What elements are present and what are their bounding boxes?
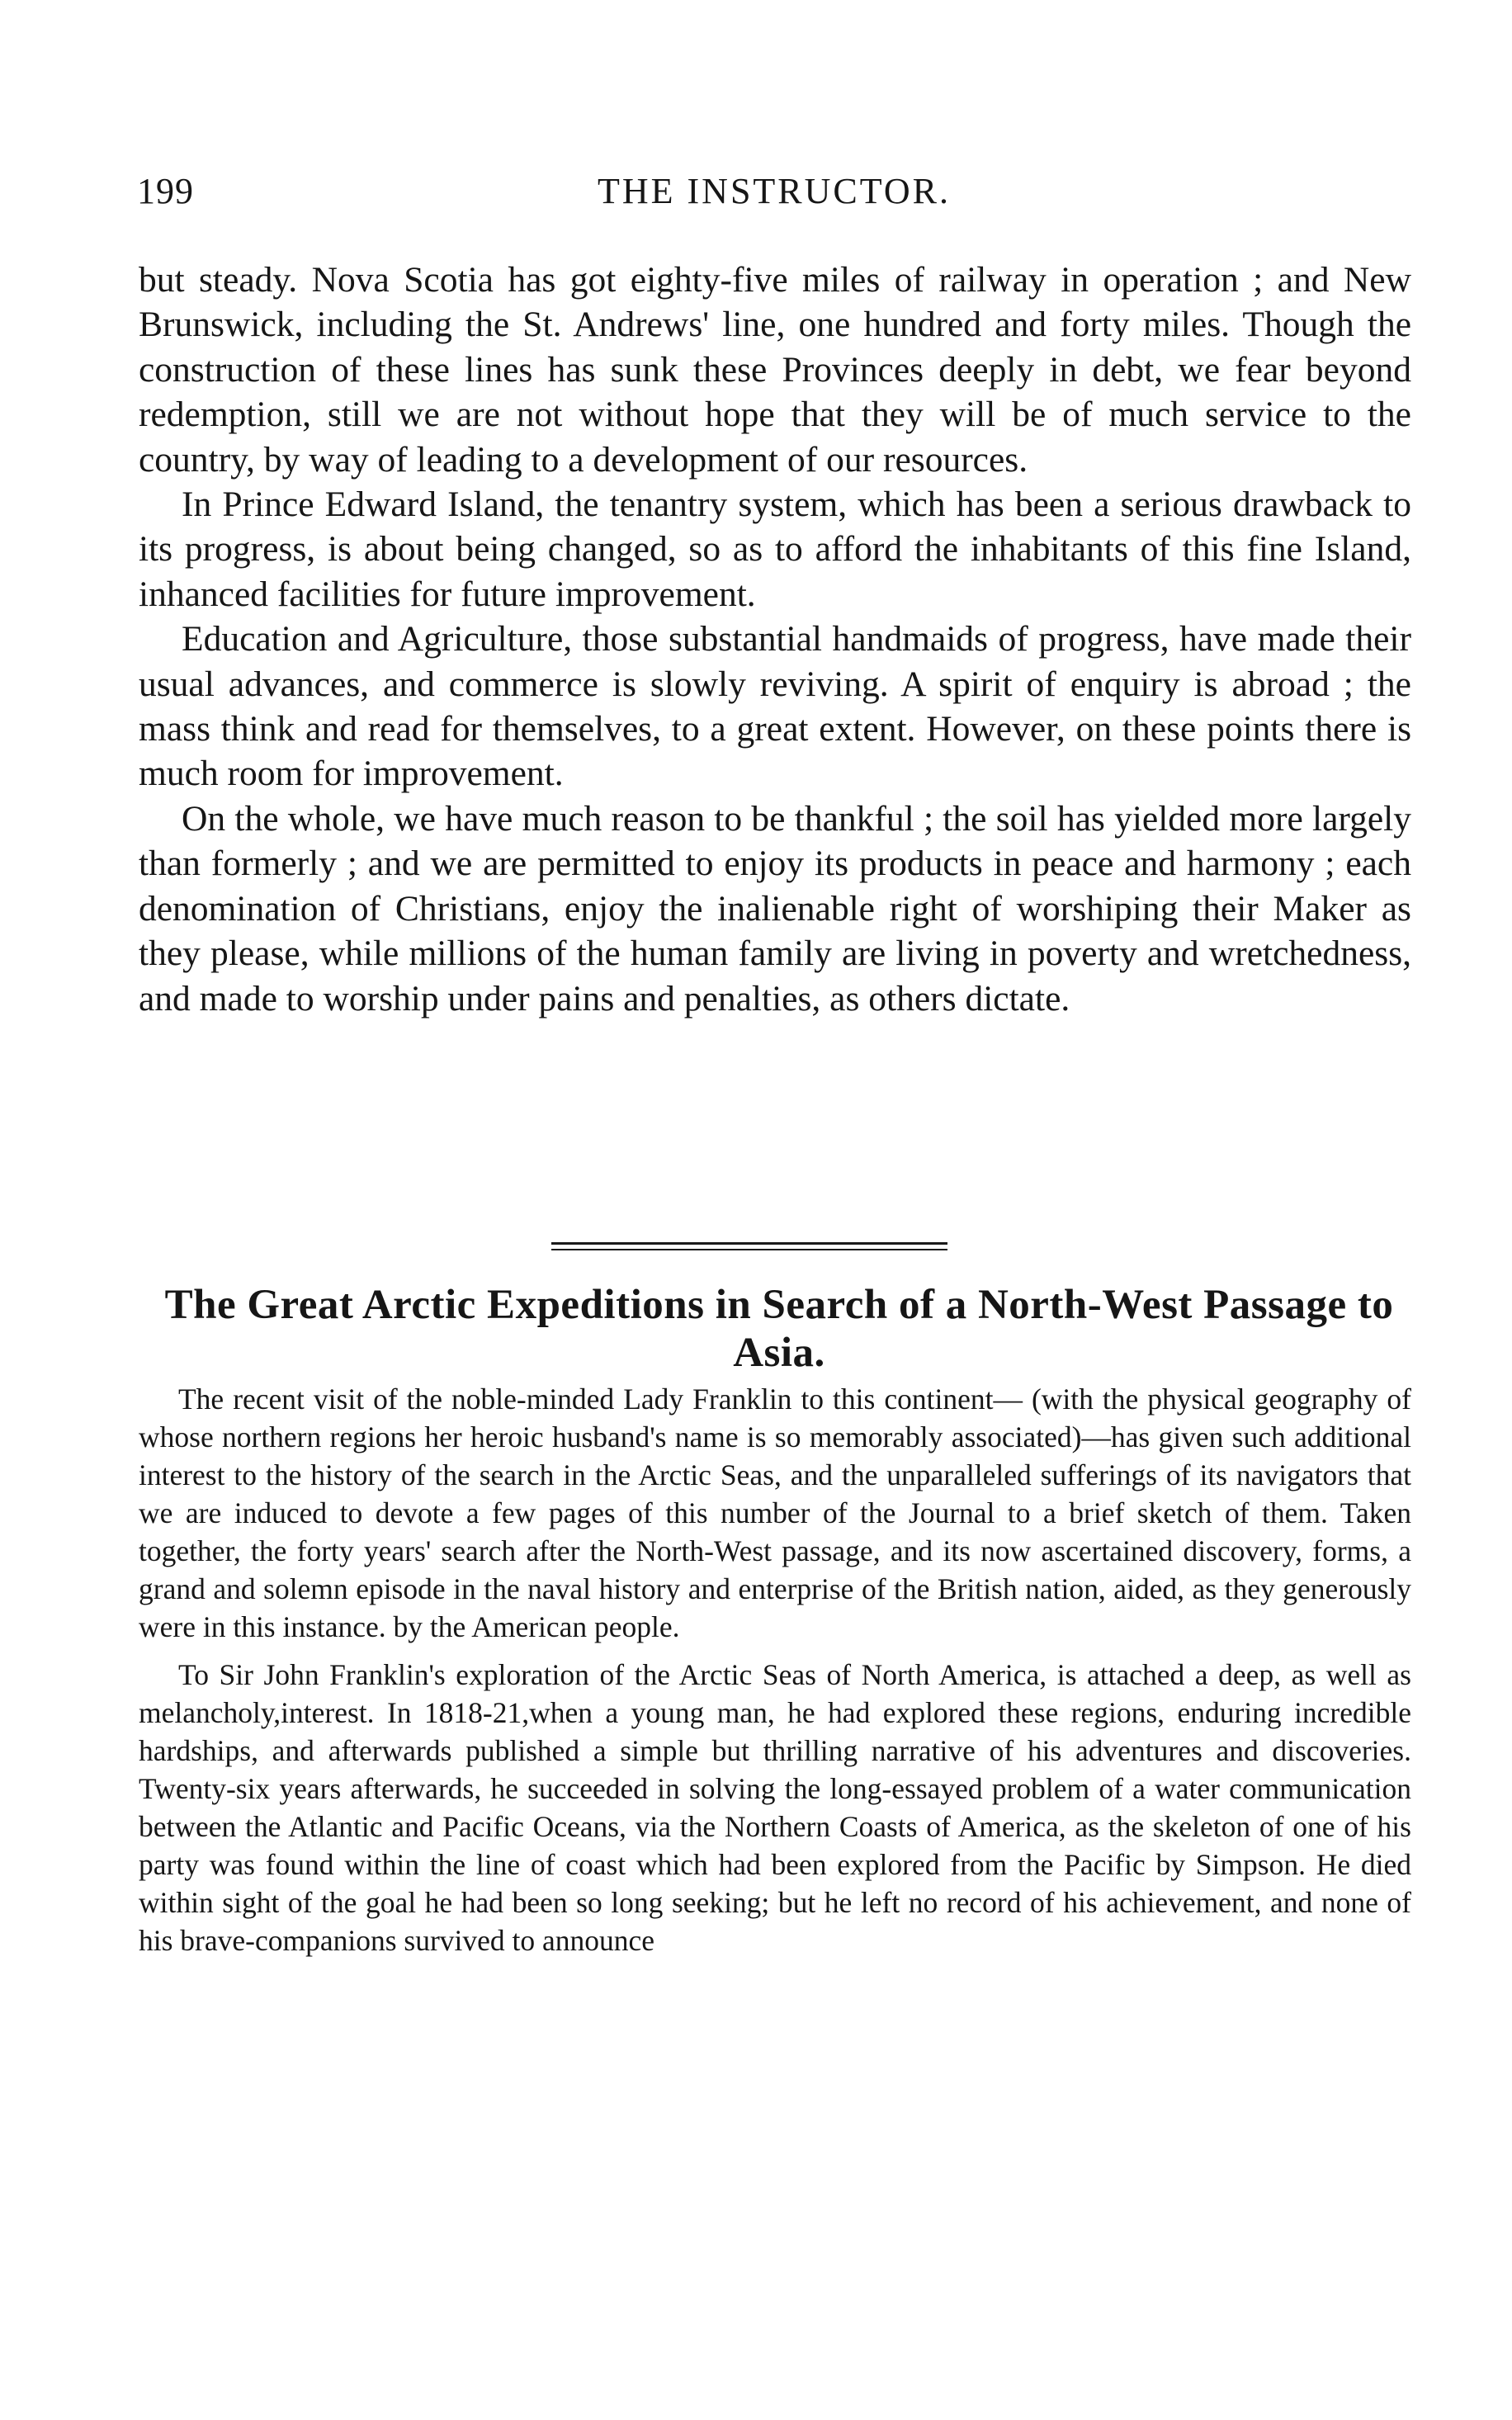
rule-line	[551, 1242, 947, 1245]
paragraph-sir-john-franklin: To Sir John Franklin's exploration of the Arctic Seas of North America, is attached a deep, as well as melancholy,interest. In 1818-21,when a young man, he had explored these regions, enduring incredible hardships, and afterwards published a simple but thrilling narrative of his adventures and discoveries. Twenty-six years afterwards, he succeeded in solving the long-essayed problem of a water communication between the Atlantic and Pacific Oceans, via the Northern Coasts of America, as the skeleton of one of his party was found within the line of coast which had been explored from the Pacific by Simpson. He died within sight of the goal he had been so long seeking; but he left no record of his achievement, and none of his brave-companions survived to announce	[139, 1658, 1411, 1957]
paragraph-education-agriculture: Education and Agriculture, those substantial handmaids of progress, have made their usual advances, and commerce is slowly reviving. A spirit of enquiry is abroad ; the mass think and read for themselves, to a great extent. However, on these points there is much room for improvement.	[139, 619, 1411, 794]
article-body	[139, 1380, 1411, 1959]
paragraph-railways: but steady. Nova Scotia has got eighty-five miles of railway in operation ; and New Brunswick, including the St. Andrews' line, one hundred and forty miles. Though the construction of these lines has sunk these Provinces deeply in debt, we fear beyond redemption, still we are not without hope that they will be of much service to the country, by way of leading to a development of our resources.	[139, 260, 1411, 480]
page-number: 199	[137, 171, 194, 211]
paragraph-on-the-whole: On the whole, we have much reason to be thankful ; the soil has yielded more largely than formerly ; and we are permitted to enjoy its products in peace and harmony ; each denomination of Christians, enjoy the inalienable right of worshiping their Maker as they please, while millions of the human family are living in poverty and wretchedness, and made to worship under pains and penalties, as others dictate.	[139, 798, 1411, 1019]
section-divider-rule	[551, 1242, 947, 1255]
paragraph-prince-edward-island: In Prince Edward Island, the tenantry system, which has been a serious drawback to its progress, is about being changed, so as to afford the inhabitants of this fine Island, inhanced facilities for future improvement.	[139, 484, 1411, 614]
article-heading: The Great Arctic Expeditions in Search of a North-West Passage to Asia.	[164, 1282, 1394, 1376]
rule-line	[551, 1249, 947, 1250]
paragraph-lady-franklin-visit: The recent visit of the noble-minded Lady Franklin to this continent— (with the physical geography of whose northern regions her heroic husband's name is so memorably associated)—has given such additional interest to the history of the search in the Arctic Seas, and the unparalleled sufferings of its navigators that we are induced to devote a few pages of this number of the Journal to a brief sketch of them. Taken together, the forty years' search after the North-West passage, and its now ascertained discovery, forms, a grand and solemn episode in the naval history and enterprise of the British nation, aided, as they generously were in this instance. by the American people.	[139, 1383, 1411, 1643]
body-text-upper	[139, 258, 1411, 1021]
running-title: THE INSTRUCTOR.	[598, 171, 951, 211]
running-header	[132, 170, 1416, 220]
